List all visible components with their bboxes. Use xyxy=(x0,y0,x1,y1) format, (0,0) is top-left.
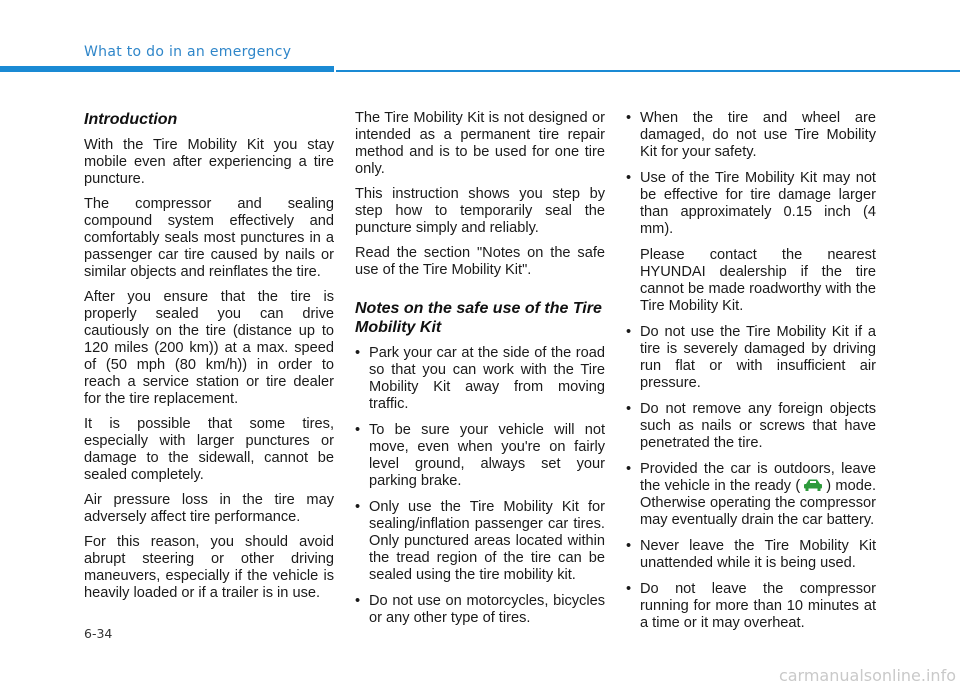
ready-text-before: Provided the car is outdoors, leave the vehicle in the ready ( xyxy=(640,461,876,494)
intro-paragraph: After you ensure that the tire is properly sealed you can drive cautiously on the tire (distance up to 120 miles (200 km)) at a max. speed of (50 mph (80 km/h)) in order to reach a service station or tire dealer for the tire replacement. xyxy=(84,289,334,407)
ready-car-icon xyxy=(802,478,824,492)
list-item: • Never leave the Tire Mobility Kit unattended while it is being used. xyxy=(626,538,876,572)
page-number: 6-34 xyxy=(84,626,113,641)
ready-text-after: ) mode. Otherwise operating the compressor may eventually drain the car battery. xyxy=(640,478,876,528)
header-rule-thin xyxy=(336,70,960,72)
dealer-note: Please contact the nearest HYUNDAI dealership if the tire cannot be made roadworthy with the Tire Mobility Kit. xyxy=(640,247,876,314)
header-rule-thick xyxy=(0,66,334,72)
list-item: • Do not leave the compressor running for more than 10 minutes at a time or it may overheat. xyxy=(626,581,876,632)
list-item: • Do not use the Tire Mobility Kit if a tire is severely damaged by driving run flat or with insufficient air pressure. xyxy=(626,324,876,392)
list-item: • Do not use on motorcycles, bicycles or any other type of tires. xyxy=(355,593,605,627)
intro-paragraph: It is possible that some tires, especially with larger punctures or damage to the sidewall, cannot be sealed completely. xyxy=(84,416,334,483)
list-item: • Do not remove any foreign objects such as nails or screws that have penetrated the tire. xyxy=(626,401,876,452)
watermark: carmanualsonline.info xyxy=(778,666,956,685)
safe-use-list-continued xyxy=(626,110,876,238)
list-item: • When the tire and wheel are damaged, do not use Tire Mobility Kit for your safety. xyxy=(626,110,876,161)
intro-paragraph: For this reason, you should avoid abrupt steering or other driving maneuvers, especially if the vehicle is heavily loaded or if a trailer is in use. xyxy=(84,534,334,601)
body-paragraph: The Tire Mobility Kit is not designed or intended as a permanent tire repair method and is to be used for one tire only. xyxy=(355,110,605,177)
list-item: • Use of the Tire Mobility Kit may not be effective for tire damage larger than approximately 0.15 inch (4 mm). xyxy=(626,170,876,238)
column-middle xyxy=(355,110,605,636)
introduction-heading: Introduction xyxy=(84,111,178,128)
intro-paragraph: Air pressure loss in the tire may adversely affect tire performance. xyxy=(84,492,334,525)
safe-use-list xyxy=(355,345,605,627)
list-item xyxy=(626,461,876,529)
body-paragraph: Read the section "Notes on the safe use of the Tire Mobility Kit". xyxy=(355,245,605,278)
column-right xyxy=(626,110,876,641)
safe-use-list-continued-2 xyxy=(626,324,876,632)
body-paragraph: This instruction shows you step by step how to temporarily seal the puncture simply and reliably. xyxy=(355,186,605,236)
section-header: What to do in an emergency xyxy=(84,44,292,60)
intro-paragraph: With the Tire Mobility Kit you stay mobile even after experiencing a tire puncture. xyxy=(84,137,334,187)
list-item: • To be sure your vehicle will not move, even when you're on fairly level ground, always set your parking brake. xyxy=(355,422,605,490)
list-item: • Park your car at the side of the road so that you can work with the Tire Mobility Kit away from moving traffic. xyxy=(355,345,605,413)
safe-use-heading: Notes on the safe use of the Tire Mobility Kit xyxy=(355,300,602,336)
list-item: • Only use the Tire Mobility Kit for sealing/inflation passenger car tires. Only punctured areas located within the tread region of the tire can be sealed using the tire mobility kit. xyxy=(355,499,605,584)
column-introduction xyxy=(84,110,334,610)
intro-paragraph: The compressor and sealing compound system effectively and comfortably seals most punctures in a passenger car tire caused by nails or similar objects and reinflates the tire. xyxy=(84,196,334,280)
